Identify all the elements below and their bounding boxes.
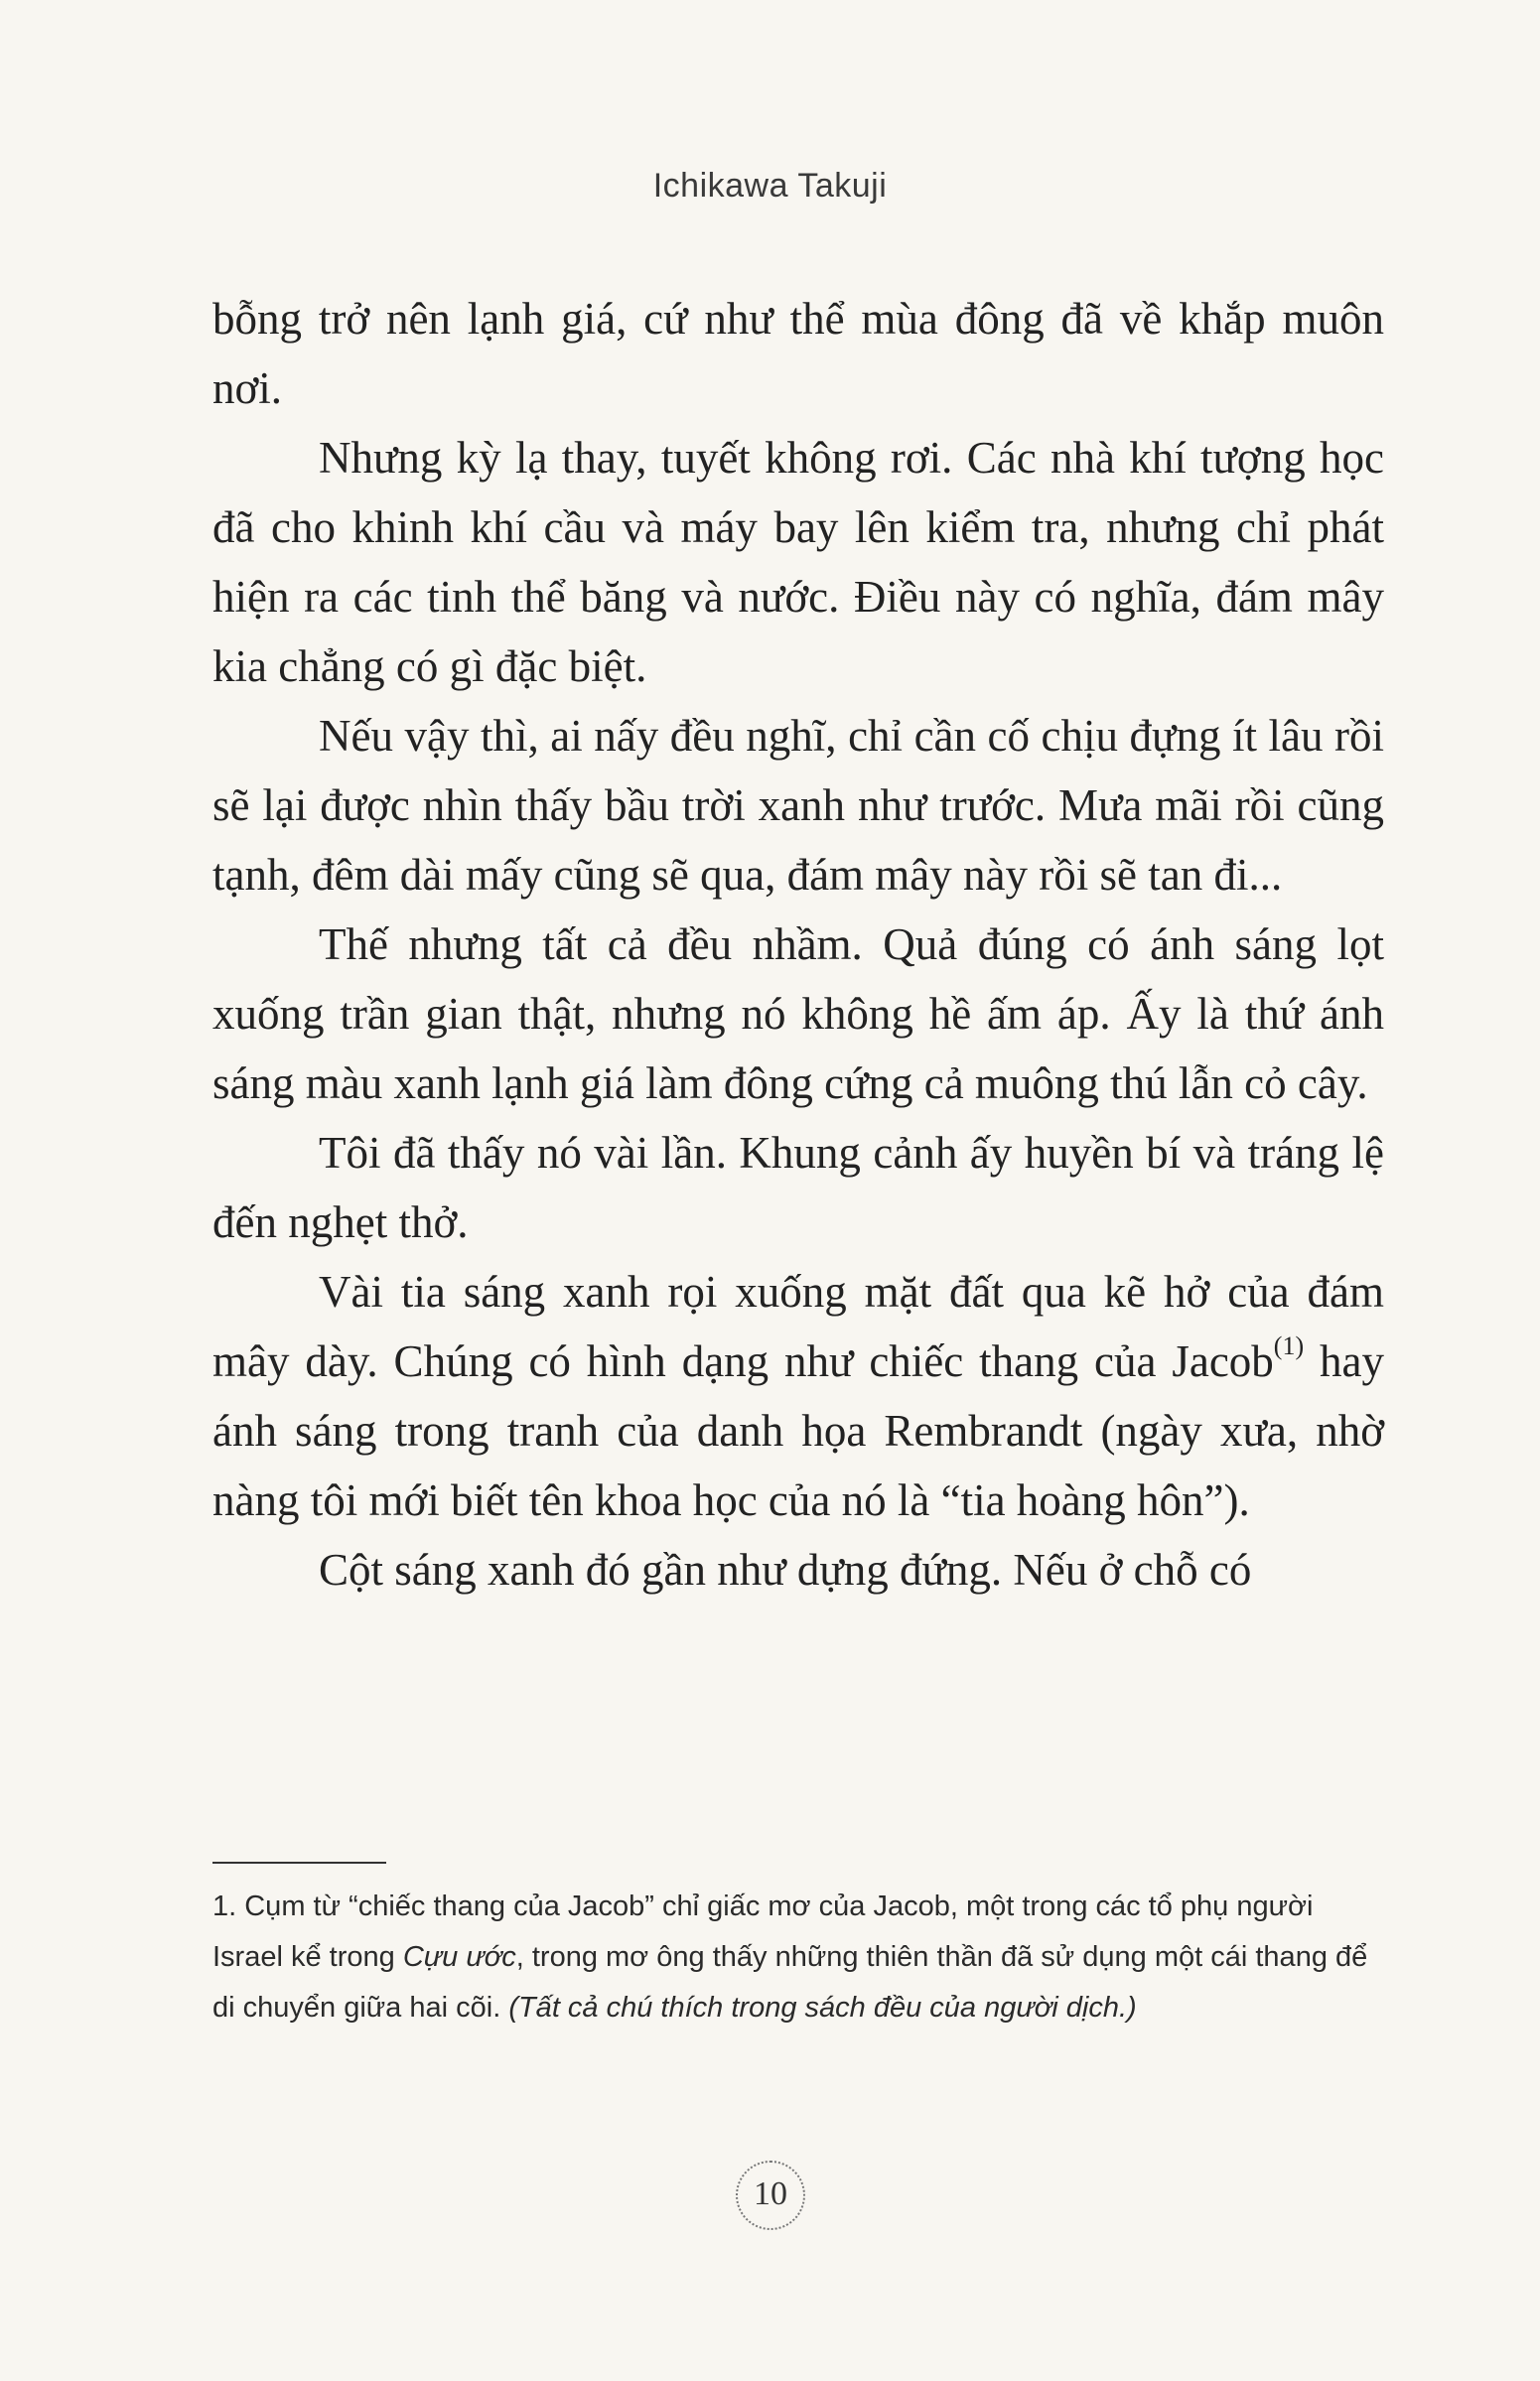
paragraph-3: Nếu vậy thì, ai nấy đều nghĩ, chỉ cần cố chịu đựng ít lâu rồi sẽ lại được nhìn thấy bầu trời xanh như trước. Mưa mãi rồi cũng tạnh, đêm dài mấy cũng sẽ qua, đám mây này rồi sẽ tan đi... [212, 711, 1384, 900]
paragraph-6 [212, 1257, 1384, 1535]
footnote-text-2: , trong mơ ông thấy những thiên thần đã sử dụng một cái thang để di chuyển giữa hai cõi. [212, 1941, 1368, 2024]
paragraph-6-text-after: hay ánh sáng trong tranh của danh họa Rembrandt (ngày xưa, nhờ nàng tôi mới biết tên khoa học của nó là “tia hoàng hôn”). [212, 1336, 1384, 1525]
paragraph-1: bỗng trở nên lạnh giá, cứ như thể mùa đông đã về khắp muôn nơi. [212, 294, 1384, 413]
body-text [212, 284, 1384, 1605]
footnote-text-1: 1. Cụm từ “chiếc thang của Jacob” chỉ giấc mơ của Jacob, một trong các tổ phụ người Israel kể trong [212, 1891, 1314, 1973]
paragraph-4: Thế nhưng tất cả đều nhầm. Quả đúng có ánh sáng lọt xuống trần gian thật, nhưng nó không hề ấm áp. Ấy là thứ ánh sáng màu xanh lạnh giá làm đông cứng cả muông thú lẫn cỏ cây. [212, 919, 1384, 1108]
footnote [212, 1882, 1384, 2033]
footnote-reference[interactable]: (1) [1273, 1331, 1305, 1360]
paragraph-6-text-before: Vài tia sáng xanh rọi xuống mặt đất qua kẽ hở của đám mây dày. Chúng có hình dạng như chiếc thang của Jacob [212, 1267, 1384, 1386]
footnote-italic-1: Cựu ước [402, 1941, 516, 1973]
running-header: Ichikawa Takuji [652, 167, 888, 205]
paragraph-5: Tôi đã thấy nó vài lần. Khung cảnh ấy huyền bí và tráng lệ đến nghẹt thở. [212, 1128, 1384, 1247]
page-number: 10 [736, 2161, 805, 2230]
footnote-divider [212, 1862, 386, 1864]
paragraph-2: Nhưng kỳ lạ thay, tuyết không rơi. Các nhà khí tượng học đã cho khinh khí cầu và máy bay lên kiểm tra, nhưng chỉ phát hiện ra các tinh thể băng và nước. Điều này có nghĩa, đám mây kia chẳng có gì đặc biệt. [212, 433, 1384, 691]
paragraph-7: Cột sáng xanh đó gần như dựng đứng. Nếu ở chỗ có [319, 1545, 1252, 1595]
footnote-italic-2: (Tất cả chú thích trong sách đều của người dịch.) [508, 1992, 1137, 2024]
